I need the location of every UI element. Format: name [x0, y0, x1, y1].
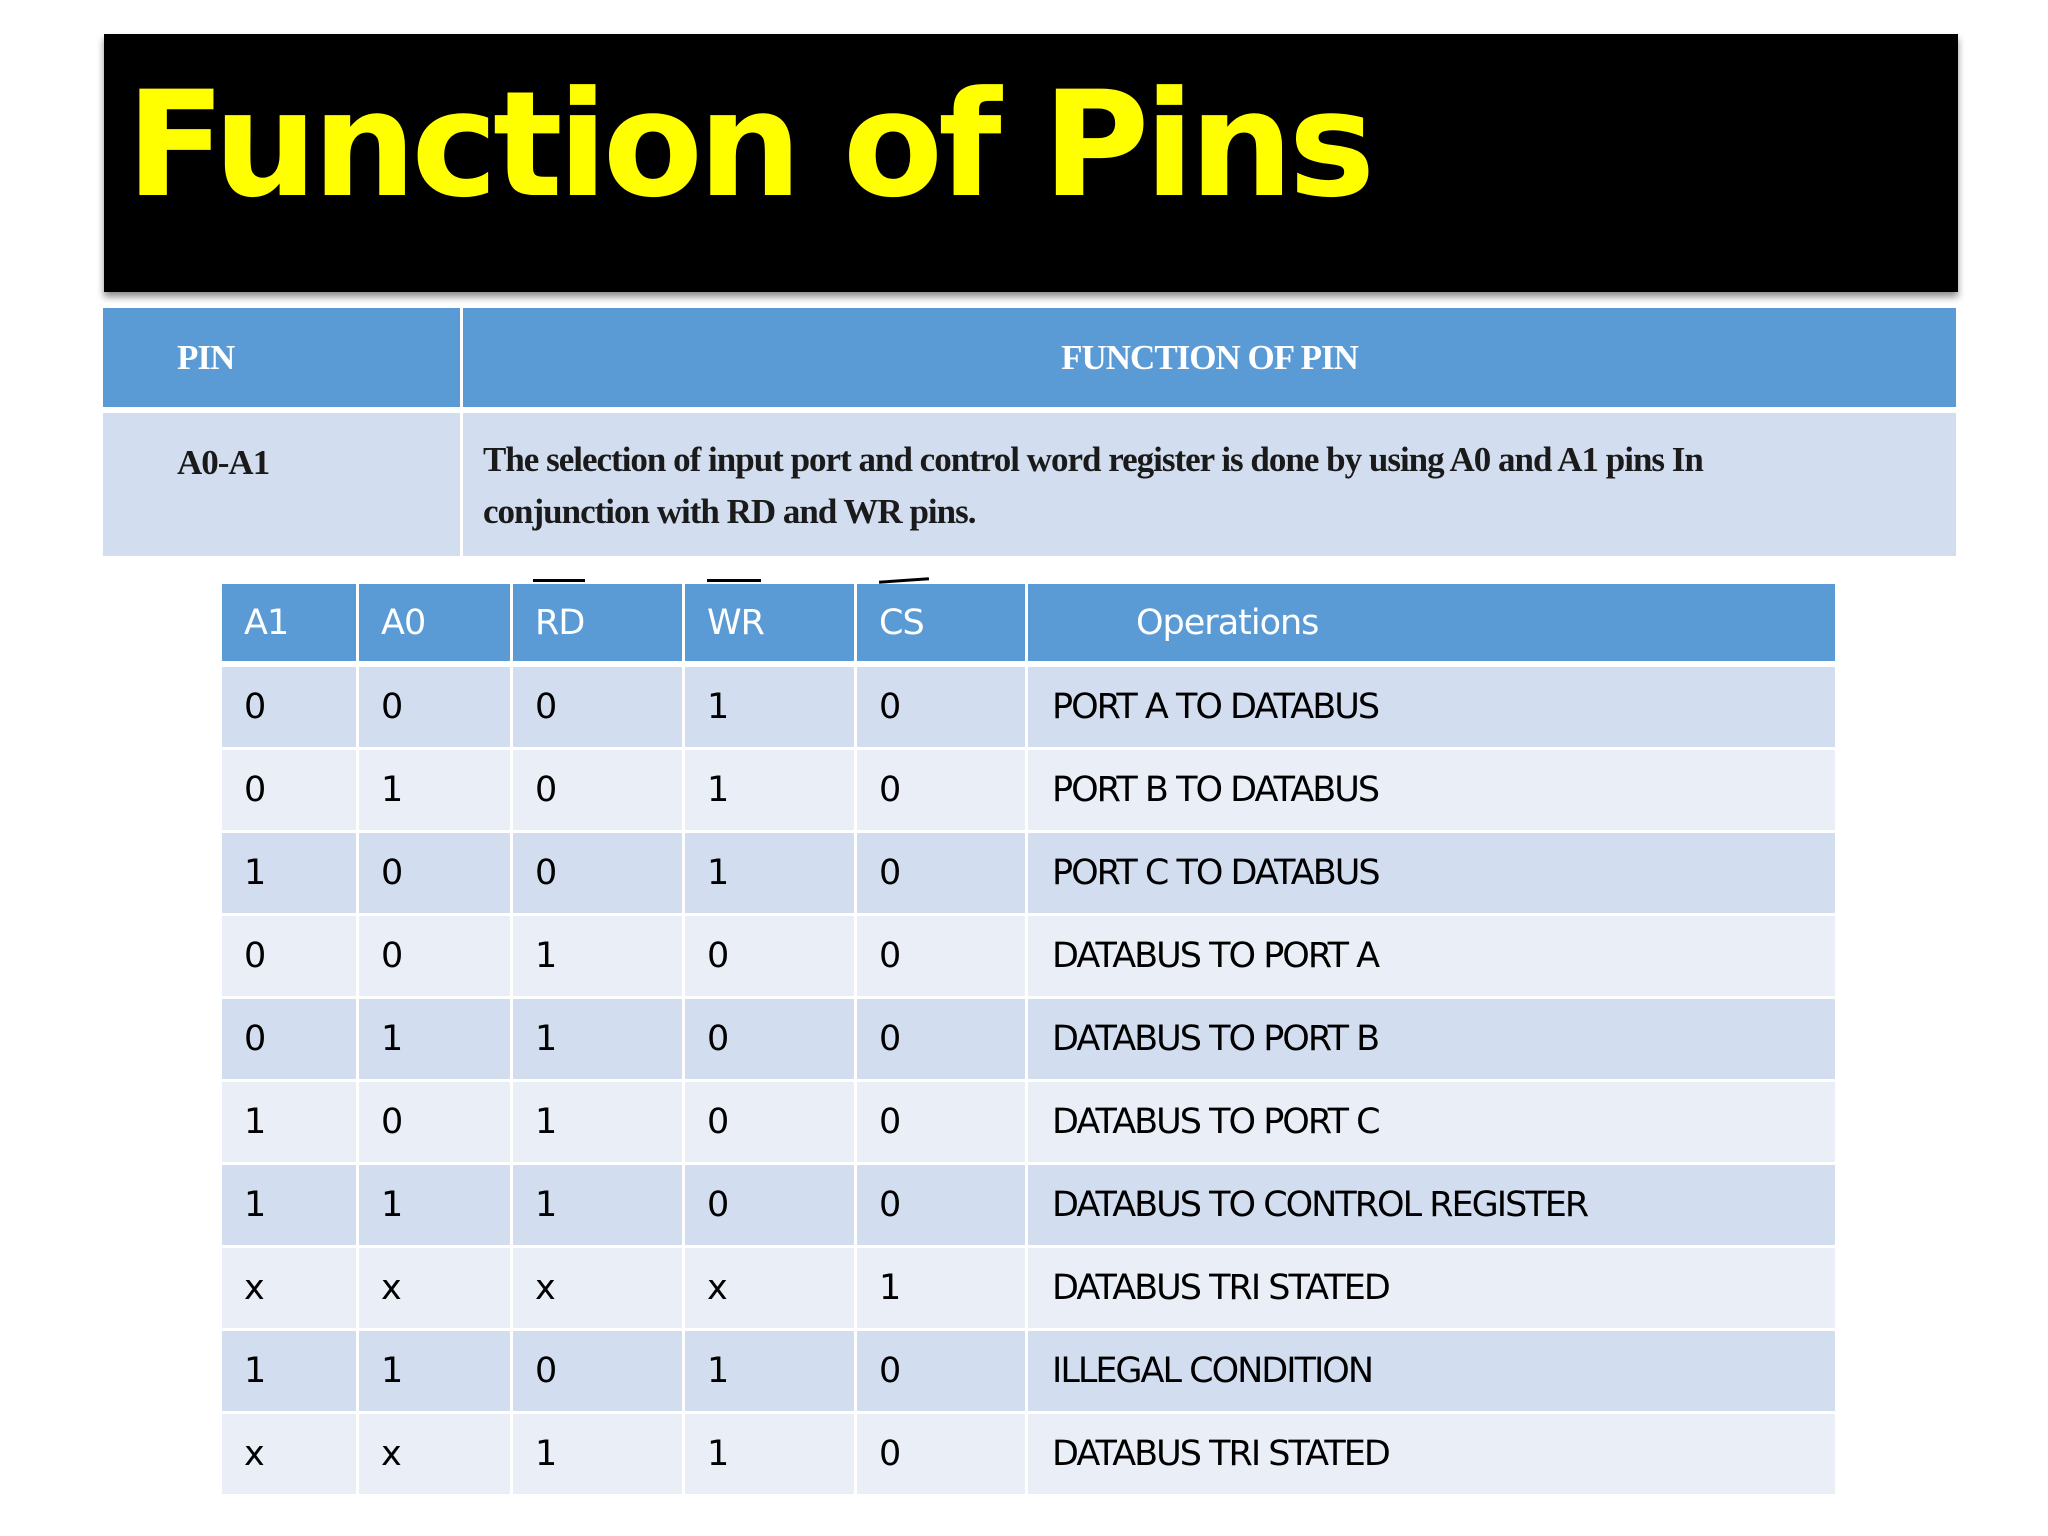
a0-cell: 1	[359, 750, 513, 833]
header-rd	[513, 584, 685, 667]
pin-table-row	[103, 413, 1956, 556]
header-a0: A0	[359, 584, 513, 667]
rd-cell: 0	[513, 750, 685, 833]
table-row	[222, 1248, 1835, 1331]
table-row	[222, 916, 1835, 999]
wr-cell: x	[685, 1248, 857, 1331]
wr-cell: 0	[685, 1082, 857, 1165]
table-row	[222, 750, 1835, 833]
wr-cell: 1	[685, 1414, 857, 1497]
operation-cell: DATABUS TO PORT A	[1028, 916, 1835, 999]
a1-cell: 0	[222, 999, 359, 1082]
table-row	[222, 1082, 1835, 1165]
cs-cell: 0	[857, 667, 1028, 750]
cs-cell: 0	[857, 999, 1028, 1082]
ops-table-body	[222, 667, 1835, 1497]
header-wr-label: WR	[707, 602, 764, 643]
active-low-overbar	[533, 579, 585, 582]
a1-cell: 1	[222, 833, 359, 916]
a0-cell: 1	[359, 999, 513, 1082]
wr-cell: 1	[685, 1331, 857, 1414]
a1-cell: 1	[222, 1082, 359, 1165]
pin-function-cell	[463, 413, 1956, 556]
pin-column-header: PIN	[103, 308, 463, 413]
a1-cell: 0	[222, 667, 359, 750]
operation-cell: DATABUS TO PORT B	[1028, 999, 1835, 1082]
cs-cell: 0	[857, 1165, 1028, 1248]
wr-cell: 0	[685, 916, 857, 999]
a1-cell: x	[222, 1414, 359, 1497]
a0-cell: 0	[359, 667, 513, 750]
a0-cell: 1	[359, 1331, 513, 1414]
rd-cell: 1	[513, 1414, 685, 1497]
table-row	[222, 833, 1835, 916]
pin-function-line: conjunction with RD and WR pins.	[483, 492, 976, 531]
a0-cell: x	[359, 1248, 513, 1331]
rd-cell: 1	[513, 916, 685, 999]
a0-cell: 0	[359, 1082, 513, 1165]
operation-cell: DATABUS TRI STATED	[1028, 1248, 1835, 1331]
table-row	[222, 999, 1835, 1082]
operation-cell: PORT C TO DATABUS	[1028, 833, 1835, 916]
rd-cell: 1	[513, 999, 685, 1082]
table-row	[222, 1165, 1835, 1248]
a1-cell: 0	[222, 750, 359, 833]
table-row	[222, 1331, 1835, 1414]
ops-header-row	[222, 584, 1835, 667]
cs-cell: 0	[857, 1082, 1028, 1165]
a1-cell: 1	[222, 1331, 359, 1414]
cs-cell: 0	[857, 916, 1028, 999]
function-column-header: FUNCTION OF PIN	[463, 308, 1956, 413]
wr-cell: 1	[685, 667, 857, 750]
wr-cell: 1	[685, 750, 857, 833]
cs-cell: 0	[857, 750, 1028, 833]
active-low-overbar	[707, 579, 761, 582]
pin-function-line: The selection of input port and control word register is done by using A0 and A1 pins In	[483, 440, 1703, 479]
cs-cell: 1	[857, 1248, 1028, 1331]
rd-cell: x	[513, 1248, 685, 1331]
pin-name-cell: A0-A1	[103, 413, 463, 556]
header-operations: Operations	[1028, 584, 1835, 667]
rd-cell: 0	[513, 667, 685, 750]
a0-cell: x	[359, 1414, 513, 1497]
a1-cell: x	[222, 1248, 359, 1331]
operation-cell: DATABUS TO CONTROL REGISTER	[1028, 1165, 1835, 1248]
header-a1: A1	[222, 584, 359, 667]
a1-cell: 0	[222, 916, 359, 999]
rd-cell: 0	[513, 1331, 685, 1414]
a0-cell: 0	[359, 833, 513, 916]
operation-cell: DATABUS TRI STATED	[1028, 1414, 1835, 1497]
a0-cell: 0	[359, 916, 513, 999]
cs-cell: 0	[857, 1414, 1028, 1497]
operation-cell: PORT A TO DATABUS	[1028, 667, 1835, 750]
wr-cell: 1	[685, 833, 857, 916]
rd-cell: 0	[513, 833, 685, 916]
a0-cell: 1	[359, 1165, 513, 1248]
pin-function-table	[103, 308, 1956, 556]
cs-cell: 0	[857, 1331, 1028, 1414]
header-cs	[857, 584, 1028, 667]
table-row	[222, 1414, 1835, 1497]
active-low-overbar	[879, 577, 929, 583]
operation-cell: PORT B TO DATABUS	[1028, 750, 1835, 833]
rd-cell: 1	[513, 1082, 685, 1165]
operations-table	[222, 584, 1835, 1497]
header-wr	[685, 584, 857, 667]
pin-table-header-row	[103, 308, 1956, 413]
wr-cell: 0	[685, 1165, 857, 1248]
header-rd-label: RD	[535, 602, 585, 643]
operation-cell: ILLEGAL CONDITION	[1028, 1331, 1835, 1414]
a1-cell: 1	[222, 1165, 359, 1248]
rd-cell: 1	[513, 1165, 685, 1248]
operation-cell: DATABUS TO PORT C	[1028, 1082, 1835, 1165]
page-title: Function of Pins	[126, 60, 1371, 230]
title-banner	[104, 34, 1958, 292]
table-row	[222, 667, 1835, 750]
cs-cell: 0	[857, 833, 1028, 916]
header-cs-label: CS	[879, 602, 924, 643]
wr-cell: 0	[685, 999, 857, 1082]
